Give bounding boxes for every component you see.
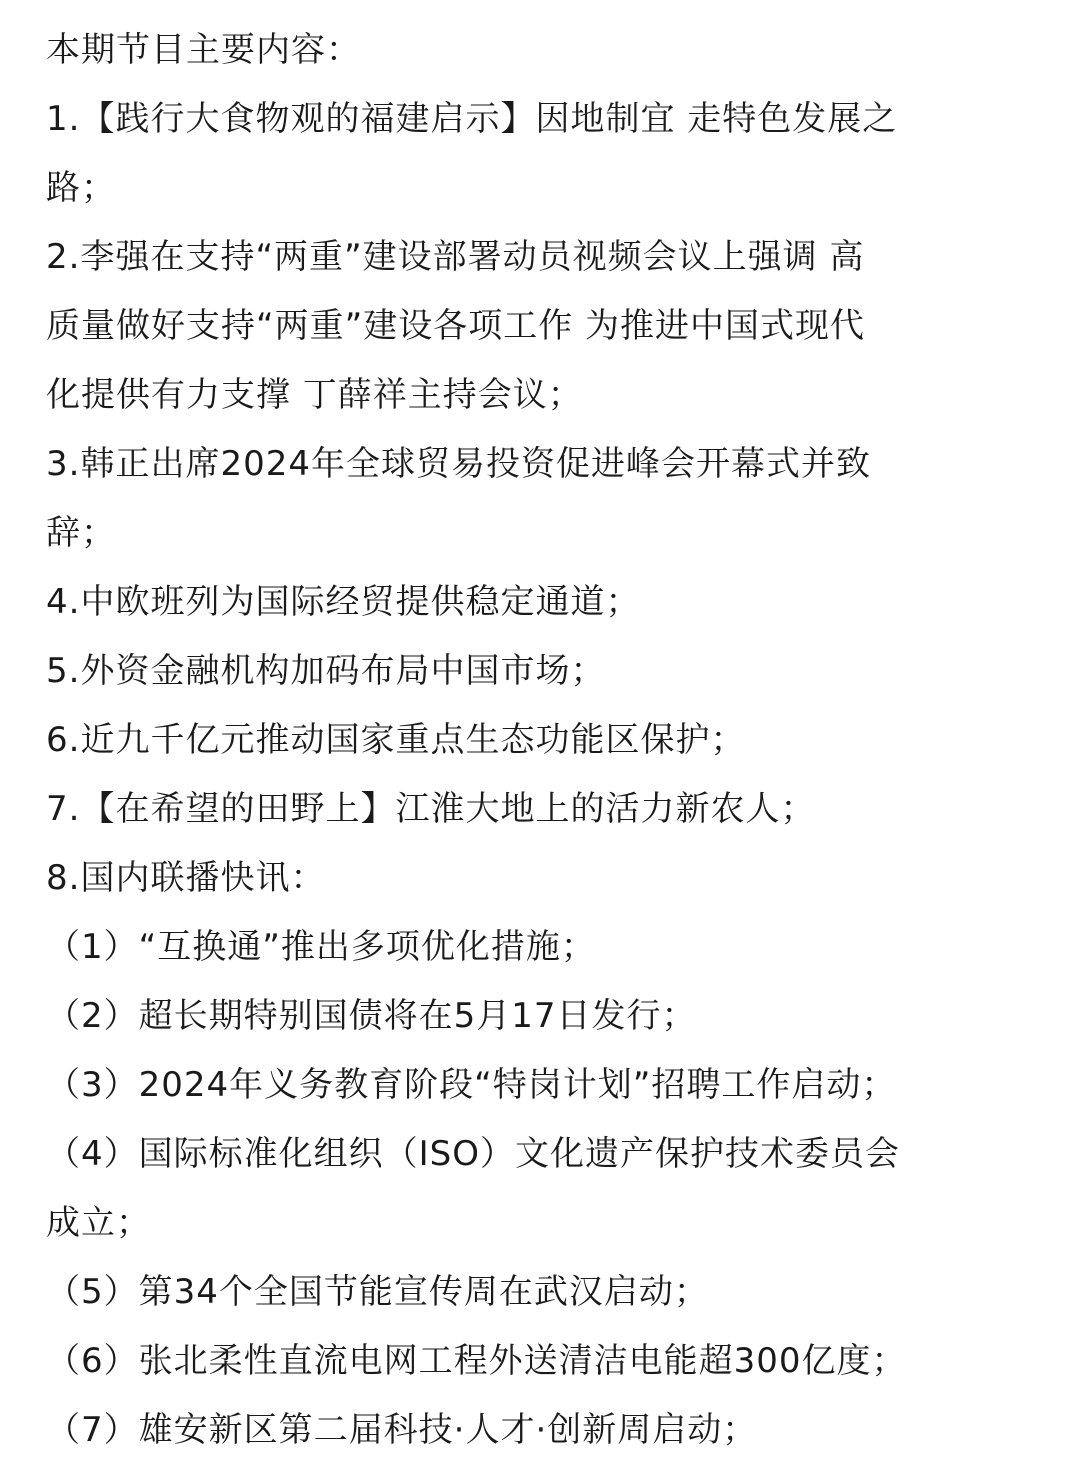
item-4-line: 4.中欧班列为国际经贸提供稳定通道； <box>46 582 641 622</box>
subitem-1-line: （1）“互换通”推出多项优化措施； <box>46 927 596 967</box>
subitem-3-line: （3）2024年义务教育阶段“特岗计划”招聘工作启动； <box>46 1065 897 1105</box>
subitem-4-line-2: 成立； <box>46 1203 151 1243</box>
item-3-line-1: 3.韩正出席2024年全球贸易投资促进峰会开幕式并致 <box>46 444 871 484</box>
heading-line: 本期节目主要内容： <box>46 30 361 70</box>
item-1-line-2: 路； <box>46 168 116 208</box>
subitem-5-line: （5）第34个全国节能宣传周在武汉启动； <box>46 1272 709 1312</box>
item-5-line: 5.外资金融机构加码布局中国市场； <box>46 651 606 691</box>
subitem-2-line: （2）超长期特别国债将在5月17日发行； <box>46 996 697 1036</box>
subitem-7-line: （7）雄安新区第二届科技·人才·创新周启动； <box>46 1410 758 1450</box>
item-2-line-2: 质量做好支持“两重”建设各项工作 为推进中国式现代 <box>46 306 866 346</box>
subitem-4-line-1: （4）国际标准化组织（ISO）文化遗产保护技术委员会 <box>46 1134 901 1174</box>
item-2-line-3: 化提供有力支撑 丁薛祥主持会议； <box>46 375 583 415</box>
item-8-line: 8.国内联播快讯： <box>46 858 326 898</box>
item-6-line: 6.近九千亿元推动国家重点生态功能区保护； <box>46 720 746 760</box>
subitem-6-line: （6）张北柔性直流电网工程外送清洁电能超300亿度； <box>46 1341 907 1381</box>
item-3-line-2: 辞； <box>46 513 116 553</box>
item-2-line-1: 2.李强在支持“两重”建设部署动员视频会议上强调 高 <box>46 237 865 277</box>
item-7-line: 7.【在希望的田野上】江淮大地上的活力新农人； <box>46 789 816 829</box>
item-1-line-1: 1.【践行大食物观的福建启示】因地制宜 走特色发展之 <box>46 99 898 139</box>
